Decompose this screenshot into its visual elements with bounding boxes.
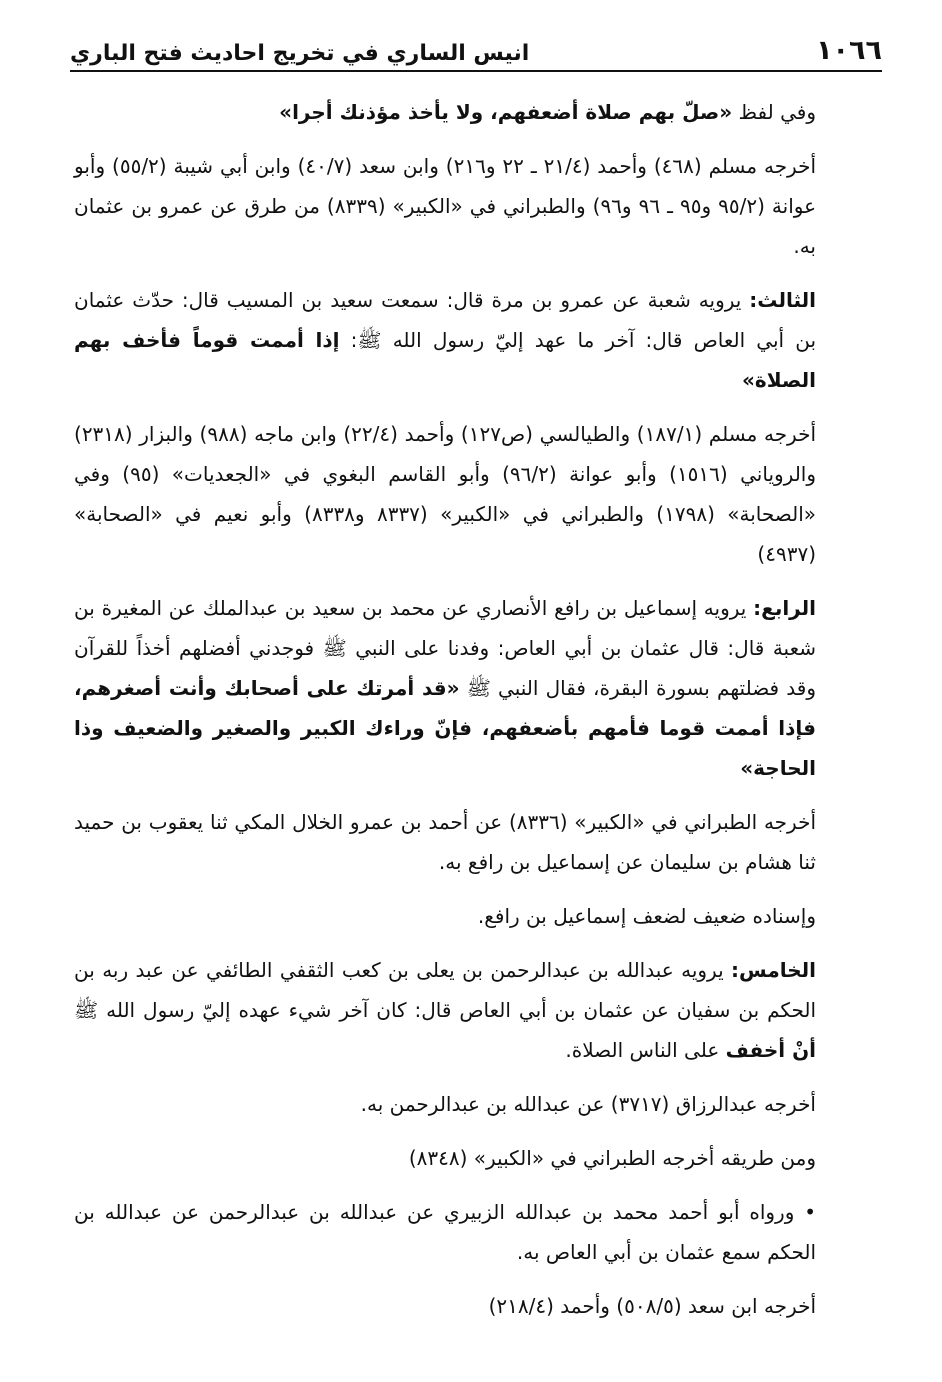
paragraph-takhrij-2: أخرجه مسلم (١٨٧/١) والطيالسي (ص١٢٧) وأحمد (٢٢/٤) وابن ماجه (٩٨٨) والبزار (٢٣١٨) والروياني (١٥١٦) وأبو عوانة (٩٦/٢) وأبو القاسم البغوي في «الجعديات» (٩٥) وفي «الصحابة» (١٧٩٨) والطبراني في «الكبير» (٨٣٣٧ و٨٣٣٨) وأبو نعيم في «الصحابة» (٤٩٣٧) bbox=[74, 422, 817, 566]
book-title: انيس الساري في تخريج احاديث فتح الباري bbox=[70, 41, 530, 66]
paragraph-grading: وإسناده ضعيف لضعف إسماعيل بن رافع. bbox=[477, 904, 816, 928]
paragraph-fourth-route bbox=[74, 588, 878, 788]
section-label-fourth: الرابع: bbox=[753, 596, 816, 620]
page-content bbox=[74, 92, 878, 1340]
hadith-quote: إذا أممت قوماً فأخف بهم الصلاة» bbox=[74, 328, 816, 392]
paragraph-bullet-route: • ورواه أبو أحمد محمد بن عبدالله الزبيري عن عبدالله بن عبدالرحمن عن عبدالله بن الحكم سمع عثمان بن أبي العاص به. bbox=[74, 1200, 816, 1264]
paragraph-text-tail: على الناس الصلاة. bbox=[565, 1038, 726, 1062]
paragraph-text: يرويه شعبة عن عمرو بن مرة قال: سمعت سعيد بن المسيب قال: حدّث عثمان بن أبي العاص قال: آخر ما عهد إليّ رسول الله ﷺ: bbox=[74, 288, 817, 352]
paragraph-takhrij-3: أخرجه الطبراني في «الكبير» (٨٣٣٦) عن أحمد بن عمرو الخلال المكي ثنا يعقوب بن حميد ثنا هشام بن سليمان عن إسماعيل بن رافع به. bbox=[74, 810, 817, 874]
hadith-quote: «صلّ بهم صلاة أضعفهم، ولا يأخذ مؤذنك أجرا» bbox=[279, 100, 733, 124]
hadith-quote: أنْ أخفف bbox=[725, 1038, 816, 1062]
section-label-fifth: الخامس: bbox=[731, 958, 816, 982]
paragraph-third-route bbox=[74, 280, 878, 400]
paragraph-takhrij-4: أخرجه عبدالرزاق (٣٧١٧) عن عبدالله بن عبدالرحمن به. bbox=[360, 1092, 816, 1116]
paragraph-takhrij-1: أخرجه مسلم (٤٦٨) وأحمد (٢١/٤ ـ ٢٢ و٢١٦) وابن سعد (٤٠/٧) وابن أبي شيبة (٥٥/٢) وأبو عوانة (٩٥/٢ و٩٥ ـ ٩٦ و٩٦) والطبراني في «الكبير» (٨٣٣٩) من طرق عن عمرو بن عثمان به. bbox=[74, 154, 817, 258]
hadith-quote: «قد أمرتك على أصحابك وأنت أصغرهم، فإذا أممت قوما فأمهم بأضعفهم، فإنّ وراءك الكبير والصغير والضعيف وذا الحاجة» bbox=[74, 676, 816, 780]
paragraph-takhrij-6: أخرجه ابن سعد (٥٠٨/٥) وأحمد (٢١٨/٤) bbox=[488, 1294, 816, 1318]
page-number: ١٠٦٦ bbox=[816, 35, 882, 66]
paragraph-text: يرويه إسماعيل بن رافع الأنصاري عن محمد بن سعيد بن عبدالملك عن المغيرة بن شعبة قال: قال عثمان بن أبي العاص: وفدنا على النبي ﷺ فوجدني أفضلهم أخذاً للقرآن وقد فضلتهم بسورة البقرة، فقال النبي ﷺ bbox=[74, 596, 816, 700]
section-label-third: الثالث: bbox=[749, 288, 816, 312]
paragraph-wording bbox=[74, 92, 878, 132]
paragraph-takhrij-5: ومن طريقه أخرجه الطبراني في «الكبير» (٨٣٤٨) bbox=[408, 1146, 816, 1170]
paragraph-text: وفي لفظ bbox=[732, 100, 816, 124]
paragraph-fifth-route bbox=[74, 950, 878, 1070]
paragraph-text: يرويه عبدالله بن عبدالرحمن بن يعلى بن كعب الثقفي الطائفي عن عبد ربه بن الحكم بن سفيان عن عثمان بن أبي العاص قال: كان آخر شيء عهده إليّ رسول الله ﷺ bbox=[74, 958, 816, 1022]
page-header bbox=[70, 26, 882, 72]
